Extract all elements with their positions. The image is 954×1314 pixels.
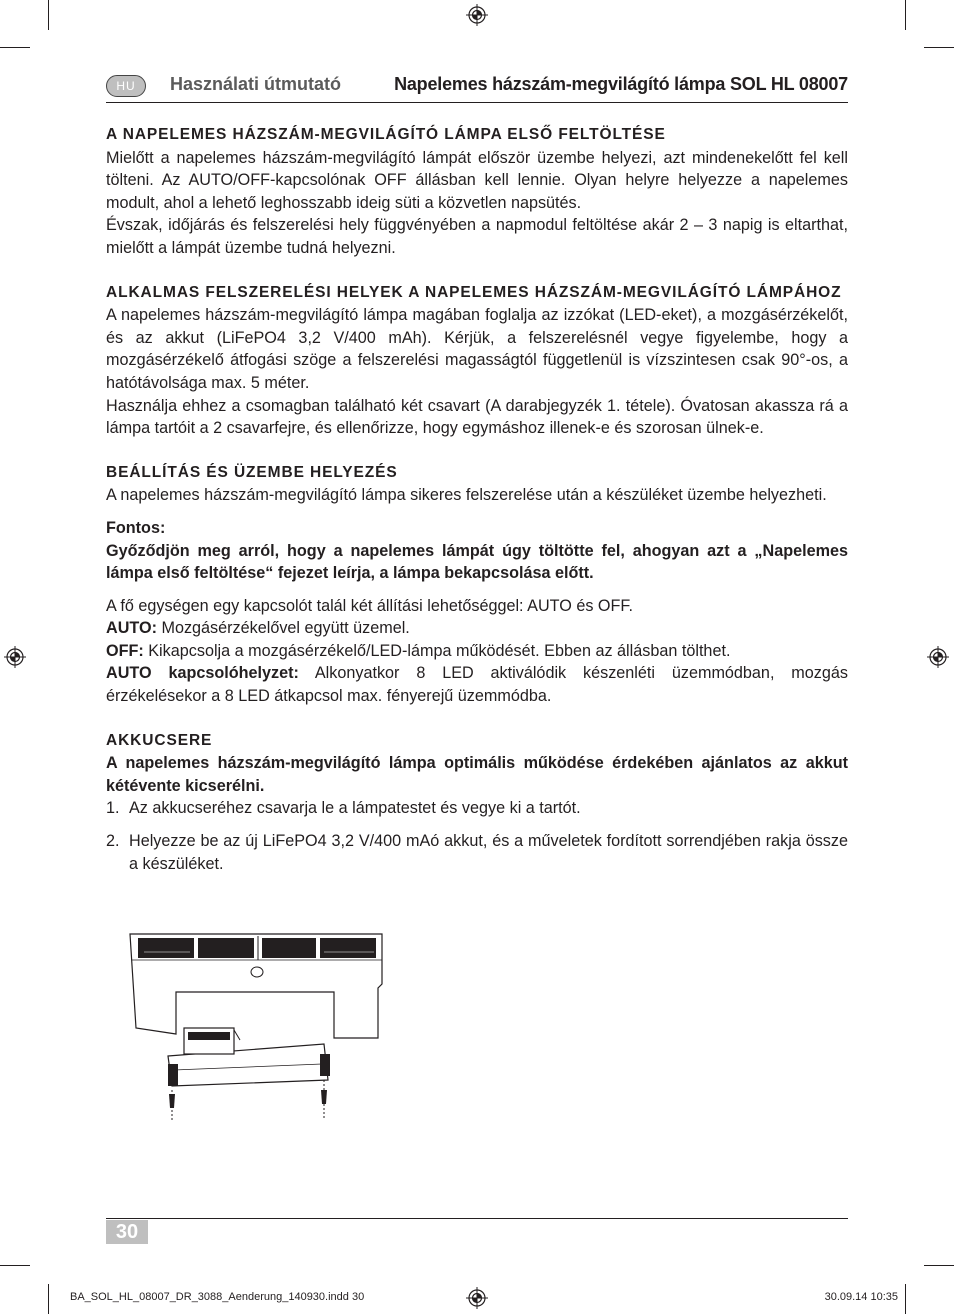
crop-mark xyxy=(905,1284,906,1314)
mounting-paragraph-1: A napelemes házszám-megvilágító lámpa magában foglalja az izzókat (LED-eket), a mozgásérzékelőt, és az akkut (LiFePO4 3,2 V/400 mAh). Kérjük, a felszerelésnél vegye figyelembe, hogy a mozgásérzékelő átfogási szöge a felszerelési magasságtól függetlenül is vízszintesen csak 90°-os, a hatótávolsága max. 5 méter. xyxy=(106,306,848,392)
header-rule xyxy=(106,102,848,103)
list-item xyxy=(106,830,848,875)
registration-mark-icon xyxy=(4,646,26,668)
auto-mode-label: AUTO: xyxy=(106,619,157,638)
charging-paragraph-1: Mielőtt a napelemes házszám-megvilágító lámpát először üzembe helyezi, azt mindenekelőtt fel kell tölteni. Az AUTO/OFF-kapcsolónak OFF állásban kell lennie. Olyan helyre helyezze a napelemes modult, ahol a lehető leghosszabb ideig süti a közvetlen napsütés. xyxy=(106,148,848,212)
crop-mark xyxy=(924,1265,954,1266)
section-heading-setup: BEÁLLÍTÁS ÉS ÜZEMBE HELYEZÉS xyxy=(106,463,398,481)
list-item-number: 2. xyxy=(106,832,120,851)
crop-mark xyxy=(48,0,49,30)
mounting-paragraph-2: Használja ehhez a csomagban található két csavart (A darabjegyzék 1. tétele). Óvatosan akassza rá a lámpa tartóit a 2 csavarfejre, és ellenőrizze, hogy egymáshoz illenek-e és szorosan ülnek-e. xyxy=(106,396,848,438)
setup-paragraph-1: A napelemes házszám-megvilágító lámpa sikeres felszerelése után a készüléket üzembe helyezheti. xyxy=(106,486,827,505)
section-heading-charging: A NAPELEMES HÁZSZÁM-MEGVILÁGÍTÓ LÁMPA ELSŐ FELTÖLTÉSE xyxy=(106,126,666,143)
list-item-text: Helyezze be az új LiFePO4 3,2 V/400 mAó akkut, és a műveletek fordított sorrendjében rakja össze a készüléket. xyxy=(129,832,848,873)
auto-position-label: AUTO kapcsolóhelyzet: xyxy=(106,664,299,683)
battery-replacement-diagram xyxy=(124,930,388,1122)
list-item-number: 1. xyxy=(106,799,120,818)
off-mode-line xyxy=(106,640,848,663)
crop-mark xyxy=(0,47,30,48)
page-content xyxy=(106,124,848,875)
file-name-slug: BA_SOL_HL_08007_DR_3088_Aenderung_140930.indd 30 xyxy=(70,1291,365,1303)
registration-mark-icon xyxy=(466,4,488,26)
switch-description: A fő egységen egy kapcsolót talál két állítási lehetőséggel: AUTO és OFF. xyxy=(106,596,633,615)
auto-mode-text: Mozgásérzékelővel együtt üzemel. xyxy=(156,619,410,638)
page-header xyxy=(106,72,848,100)
charging-paragraph-2: Évszak, időjárás és felszerelési hely függvényében a napmodul feltöltése akár 2 – 3 napig is eltarthat, mielőtt a lámpát üzembe tudná helyezni. xyxy=(106,216,848,257)
crop-mark xyxy=(905,0,906,30)
language-badge xyxy=(106,75,146,97)
important-label: Fontos: xyxy=(106,518,166,537)
list-item xyxy=(106,797,848,820)
battery-intro: A napelemes házszám-megvilágító lámpa optimális működése érdekében ajánlatos az akkut kétévente kicserélni. xyxy=(106,754,848,795)
language-badge-label: HU xyxy=(116,79,136,93)
auto-mode-line xyxy=(106,617,848,640)
list-item-text: Az akkucseréhez csavarja le a lámpatestet és vegye ki a tartót. xyxy=(129,799,581,818)
section-heading-mounting: ALKALMAS FELSZERELÉSI HELYEK A NAPELEMES HÁZSZÁM-MEGVILÁGÍTÓ LÁMPÁHOZ xyxy=(106,283,842,301)
crop-mark xyxy=(924,47,954,48)
product-title: Napelemes házszám-megvilágító lámpa SOL HL 08007 xyxy=(394,74,848,94)
crop-mark xyxy=(0,1265,30,1266)
page-number-box xyxy=(106,1220,148,1244)
date-time-slug: 30.09.14 10:35 xyxy=(824,1291,898,1303)
auto-position-text: Alkonyatkor 8 LED aktiválódik készenléti üzemmódban, mozgás érzékelésekor a 8 LED átkapcsol max. fényerejű üzemmódba. xyxy=(106,664,848,706)
page-number: 30 xyxy=(115,1221,139,1243)
footer-rule xyxy=(106,1218,848,1219)
registration-mark-icon xyxy=(466,1287,488,1309)
important-text: Győződjön meg arról, hogy a napelemes lámpát úgy töltötte fel, ahogyan azt a „Napelemes lámpa első feltöltése“ fejezet leírja, a lámpa bekapcsolása előtt. xyxy=(106,541,848,583)
off-mode-text: Kikapcsolja a mozgásérzékelő/LED-lámpa működését. Ebben az állásban tölthet. xyxy=(143,641,731,660)
auto-position-line xyxy=(106,662,848,707)
crop-mark xyxy=(48,1284,49,1314)
section-heading-battery: AKKUCSERE xyxy=(106,731,213,749)
manual-label: Használati útmutató xyxy=(170,74,342,94)
off-mode-label: OFF: xyxy=(106,641,144,660)
registration-mark-icon xyxy=(927,646,949,668)
